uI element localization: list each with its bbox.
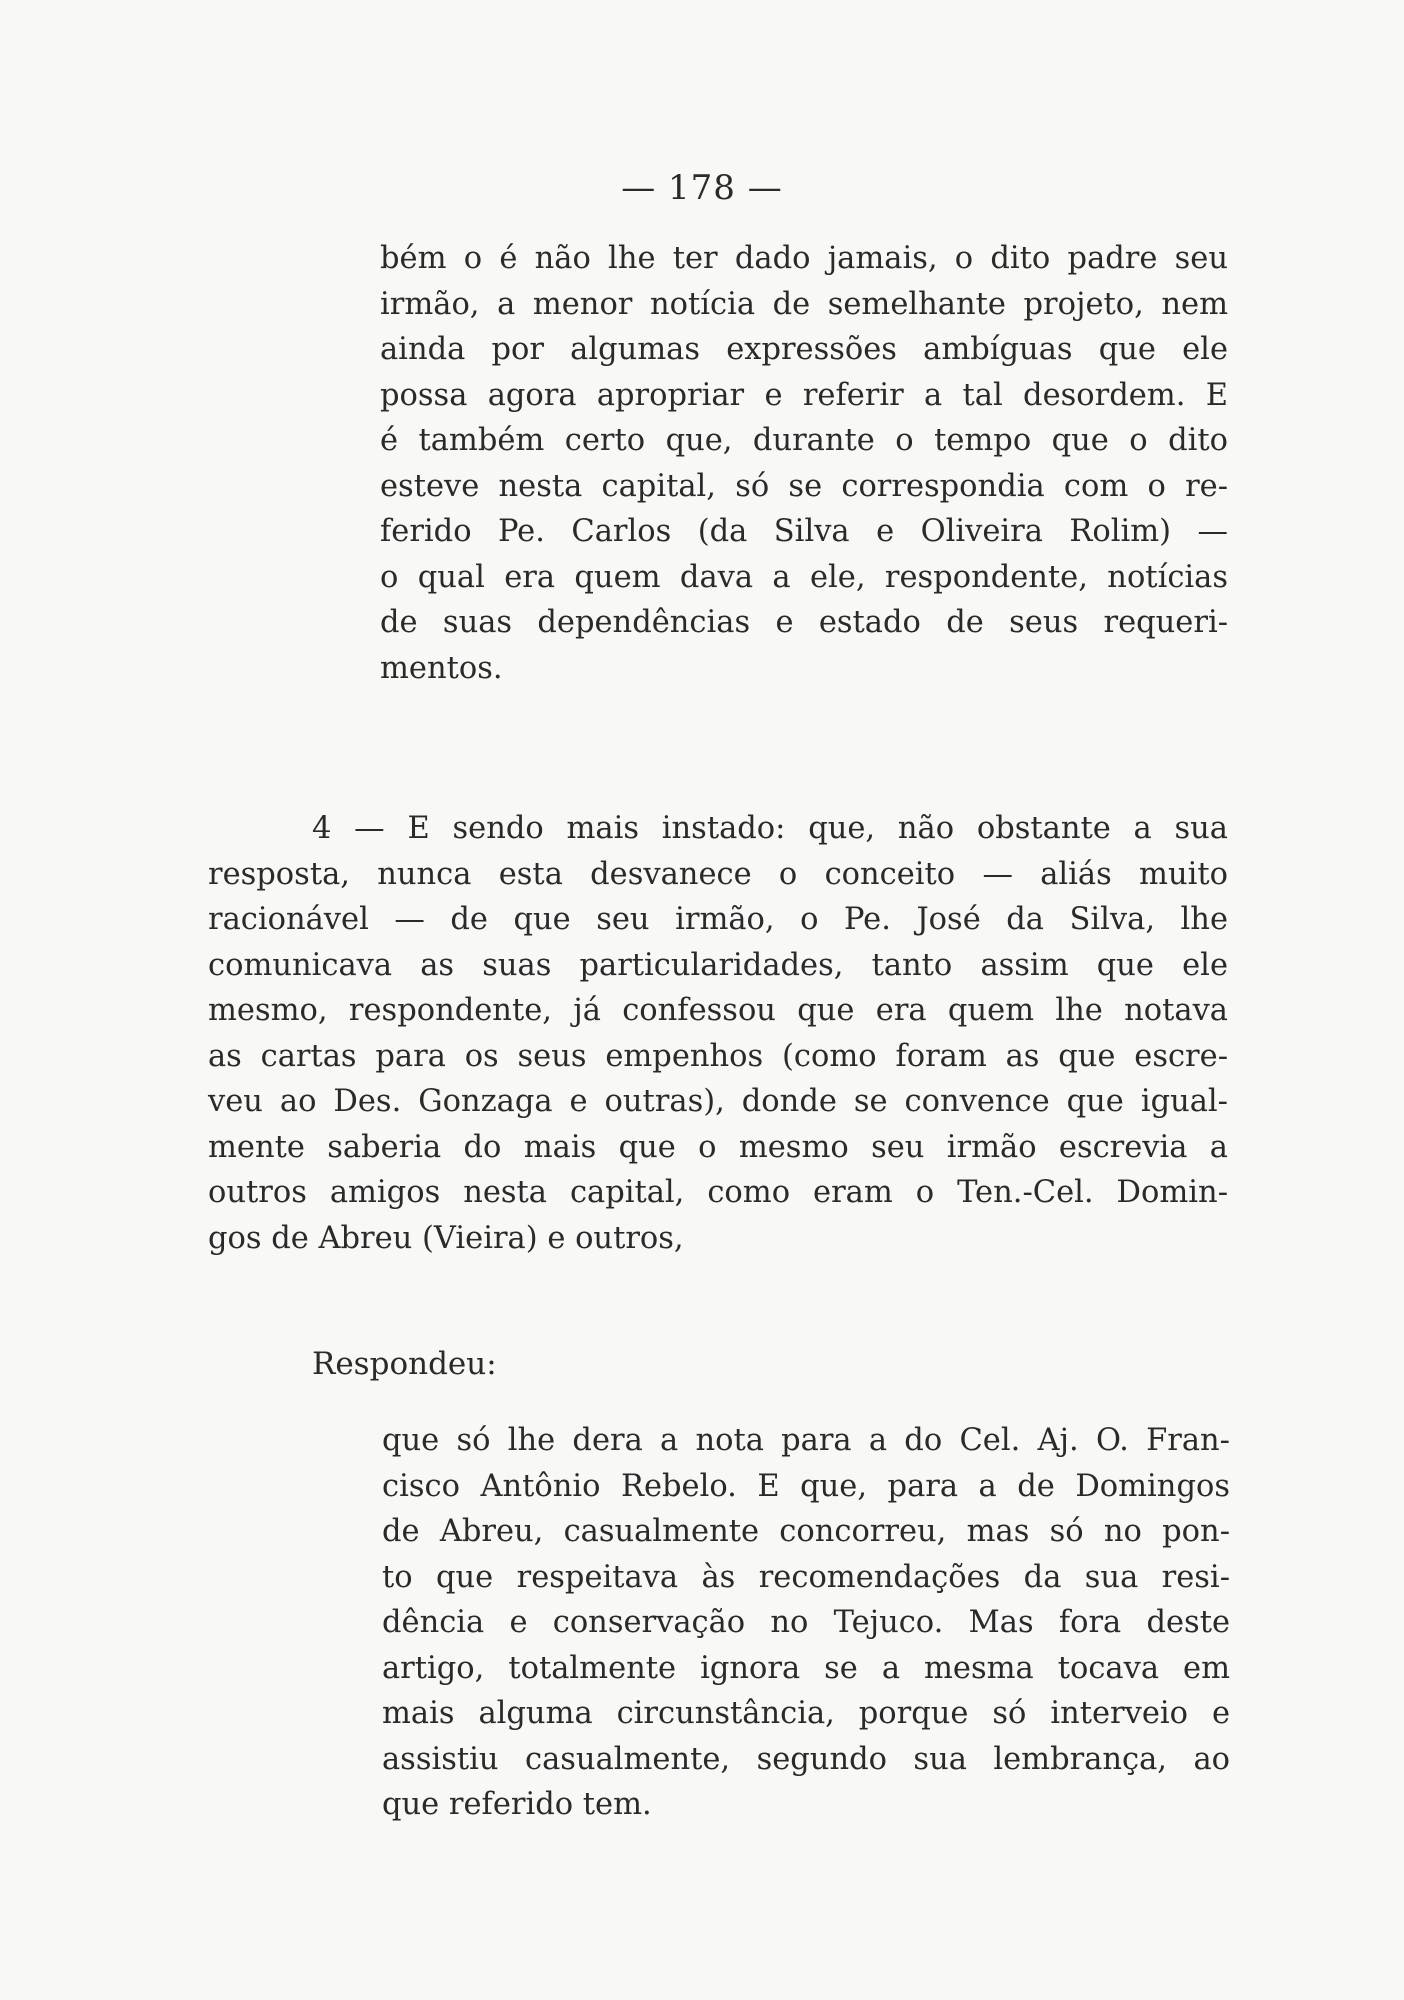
text-line: as cartas para os seus empenhos (como foram as que escre- <box>208 1038 1228 1074</box>
text-line: ferido Pe. Carlos (da Silva e Oliveira Rolim) — <box>380 514 1228 549</box>
answer-paragraph <box>382 1418 1230 1828</box>
text-line: mesmo, respondente, já confessou que era quem lhe notava <box>208 993 1228 1028</box>
text-line: possa agora apropriar e referir a tal desordem. E <box>380 377 1228 413</box>
text-line: o qual era quem dava a ele, respondente, notícias <box>380 559 1228 595</box>
text-line: ainda por algumas expressões ambíguas que ele <box>380 332 1228 367</box>
text-line: que só lhe dera a nota para a do Cel. Aj. O. Fran- <box>382 1423 1230 1458</box>
question-item-4 <box>208 806 1228 1261</box>
text-line: é também certo que, durante o tempo que o dito <box>380 423 1228 458</box>
text-line: resposta, nunca esta desvanece o conceito — aliás muito <box>208 856 1228 892</box>
text-line: mentos. <box>380 650 503 686</box>
text-line: de suas dependências e estado de seus requeri- <box>380 605 1228 640</box>
respondeu-label: Respondeu: <box>312 1346 497 1382</box>
text-line: mente saberia do mais que o mesmo seu irmão escrevia a <box>208 1129 1228 1165</box>
text-line: dência e conservação no Tejuco. Mas fora deste <box>382 1605 1230 1640</box>
text-line: racionável — de que seu irmão, o Pe. José da Silva, lhe <box>208 902 1228 937</box>
text-line: assistiu casualmente, segundo sua lembrança, ao <box>382 1741 1230 1777</box>
text-line: bém o é não lhe ter dado jamais, o dito padre seu <box>380 241 1228 276</box>
text-line: gos de Abreu (Vieira) e outros, <box>208 1220 684 1256</box>
text-line: to que respeitava às recomendações da sua resi- <box>382 1559 1230 1595</box>
page-number: — 178 — <box>621 168 783 208</box>
text-line: de Abreu, casualmente concorreu, mas só no pon- <box>382 1514 1230 1549</box>
text-line: irmão, a menor notícia de semelhante projeto, nem <box>380 286 1228 322</box>
text-line: veu ao Des. Gonzaga e outras), donde se convence que igual- <box>208 1084 1228 1119</box>
text-line: 4 — E sendo mais instado: que, não obstante a sua <box>312 811 1228 846</box>
text-line: artigo, totalmente ignora se a mesma tocava em <box>382 1650 1230 1686</box>
text-line: mais alguma circunstância, porque só interveio e <box>382 1696 1230 1731</box>
continuation-paragraph <box>380 236 1228 691</box>
text-line: outros amigos nesta capital, como eram o Ten.-Cel. Domin- <box>208 1175 1228 1210</box>
text-line: comunicava as suas particularidades, tanto assim que ele <box>208 947 1228 983</box>
text-line: esteve nesta capital, só se correspondia com o re- <box>380 468 1228 504</box>
text-line: cisco Antônio Rebelo. E que, para a de Domingos <box>382 1468 1230 1504</box>
text-line: que referido tem. <box>382 1787 652 1822</box>
